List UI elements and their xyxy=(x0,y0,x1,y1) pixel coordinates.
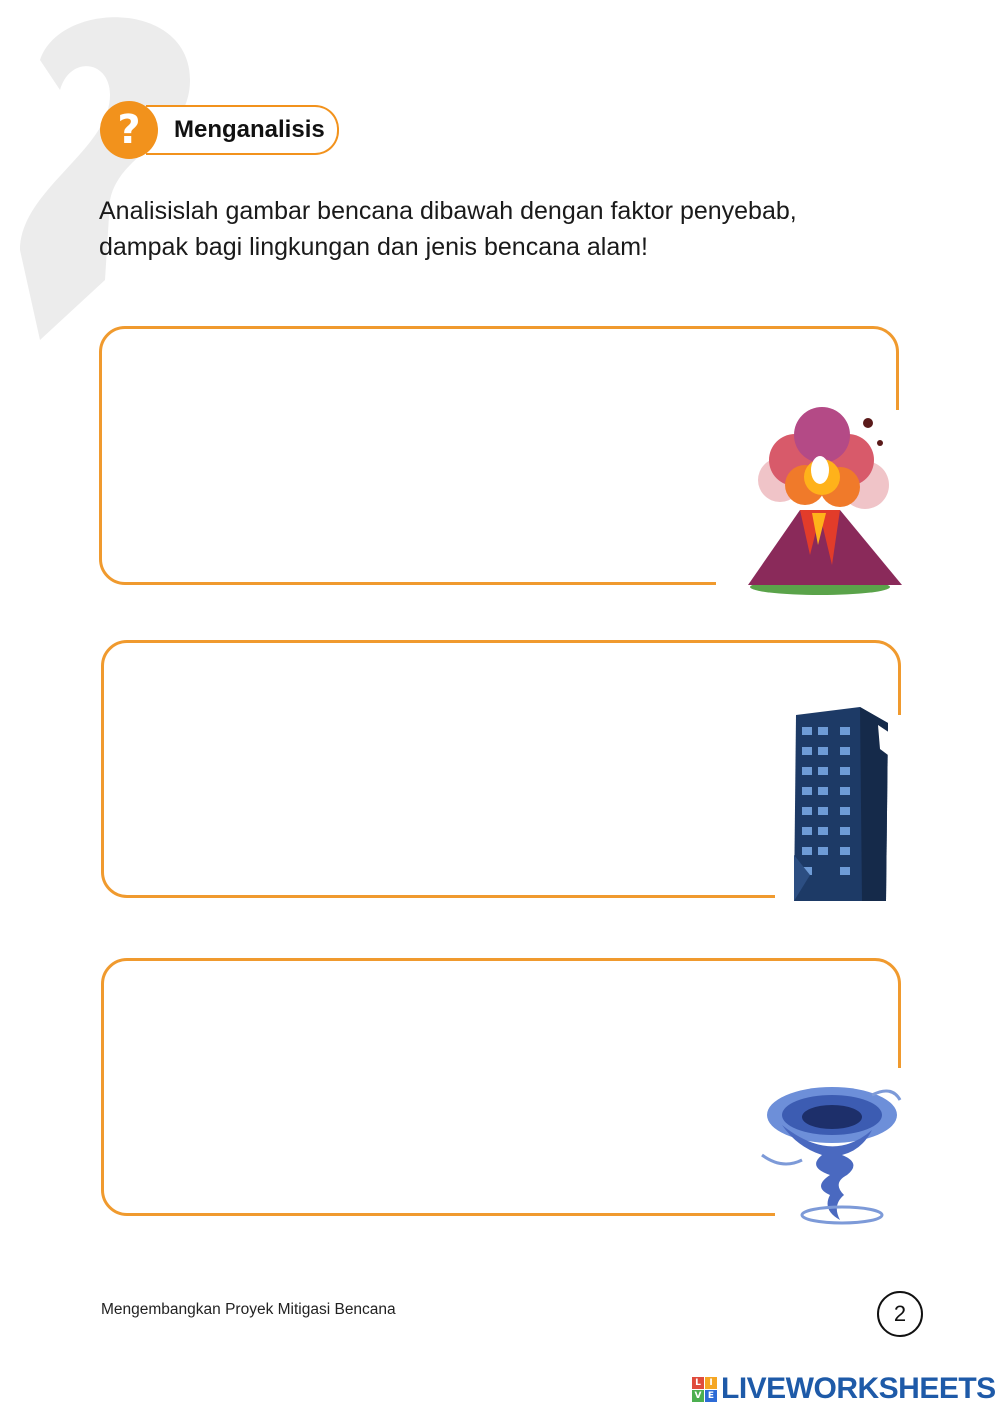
page-number: 2 xyxy=(877,1291,923,1337)
liveworksheets-logo xyxy=(692,1372,996,1406)
collapsing-building-icon xyxy=(790,705,900,901)
section-header xyxy=(100,102,339,158)
background-question-mark-icon xyxy=(0,0,200,350)
volcano-eruption-icon xyxy=(740,405,910,595)
answer-input-3[interactable] xyxy=(122,979,738,1195)
section-title: Menganalisis xyxy=(146,105,339,155)
logo-text: LIVEWORKSHEETS xyxy=(721,1372,996,1405)
instructions-line-2: dampak bagi lingkungan dan jenis bencana alam! xyxy=(99,233,648,261)
logo-mark-icon xyxy=(692,1377,717,1402)
question-mark-glyph: ? xyxy=(117,107,141,153)
tornado-icon xyxy=(752,1075,902,1230)
logo-letter-i: I xyxy=(705,1377,717,1389)
answer-input-1[interactable] xyxy=(120,347,736,564)
logo-letter-e: E xyxy=(705,1390,717,1402)
instructions-line-1: Analisislah gambar bencana dibawah dengan faktor penyebab, xyxy=(99,197,797,225)
logo-letter-l: L xyxy=(692,1377,704,1389)
answer-input-2[interactable] xyxy=(122,661,738,877)
question-mark-icon xyxy=(100,101,158,159)
footer-title: Mengembangkan Proyek Mitigasi Bencana xyxy=(101,1301,396,1318)
logo-letter-v: V xyxy=(692,1390,704,1402)
instructions xyxy=(99,193,919,265)
